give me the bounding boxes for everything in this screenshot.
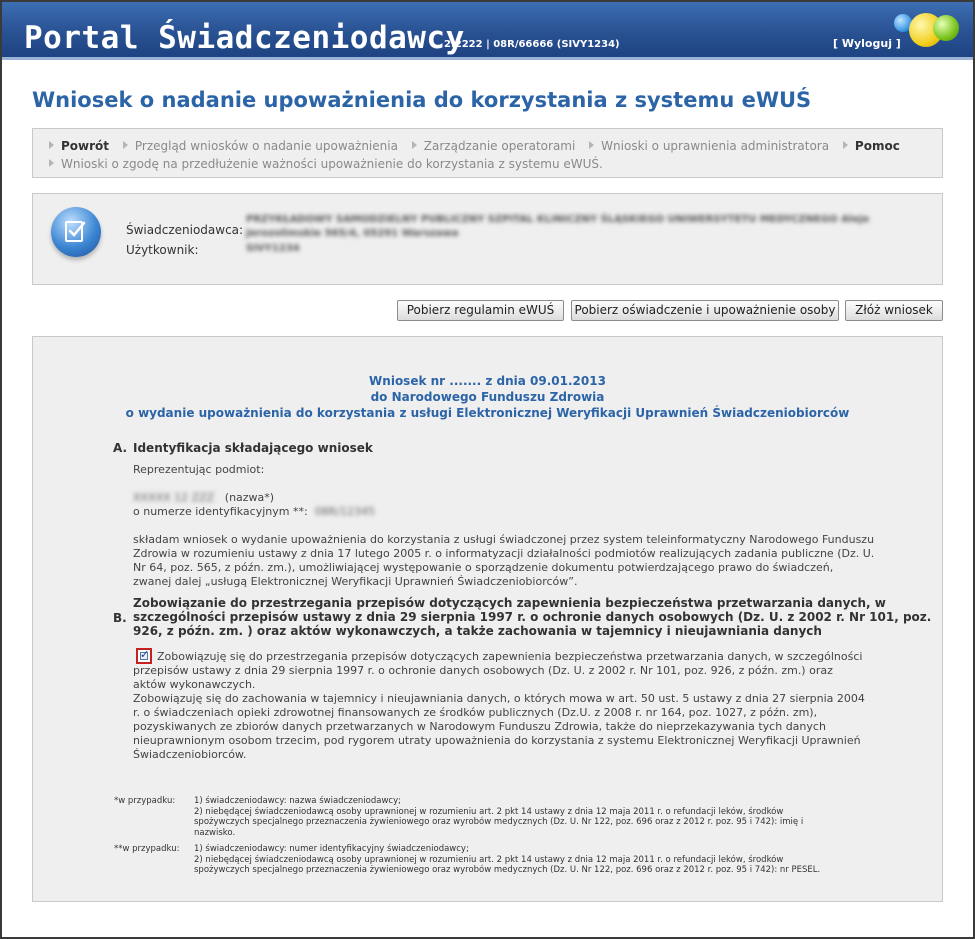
footnote-line: 1) świadczeniodawcy: numer identyfikacyjny świadczeniodawcy; [194, 844, 469, 854]
nav-link-admin-requests[interactable]: Wnioski o uprawnienia administratora [601, 139, 830, 153]
document-title-line-3: o wydanie upoważnienia do korzystania z usługi Elektronicznej Weryfikacji Uprawnień Świadczeniobiorców [125, 406, 850, 420]
provider-info-panel [32, 193, 943, 285]
section-b-body-line: przepisów ustawy z dnia 29 sierpnia 1997 r. o ochronie danych osobowych (Dz. U. z 2002 r. Nr 101, poz. 926, z późn. zm.) oraz [133, 664, 833, 677]
nav-link-help[interactable]: Pomoc [854, 139, 900, 153]
nav-link-extension-requests[interactable]: Wnioski o zgodę na przedłużenie ważności upoważnienie do korzystania z systemu eWUŚ. [61, 157, 603, 171]
download-statement-button[interactable]: Pobierz oświadczenie i upoważnienie osoby [571, 300, 839, 321]
navigation-panel [32, 128, 943, 178]
footnote-2-text [194, 844, 820, 876]
header-divider [2, 57, 973, 60]
section-b-title [133, 596, 931, 638]
commitment-checkbox-label: Zobowiązuję się do przestrzegania przepisów dotyczących zapewnienia bezpieczeństwa przetwarzania danych, w szczególności [157, 650, 863, 663]
section-b-title-line: szczególności przepisów ustawy z dnia 29 sierpnia 1997 r. o ochronie danych osobowych (Dz. U. z 2002 r. Nr 101, poz. [133, 610, 932, 624]
user-value: SIVY1234 [246, 243, 300, 254]
section-b-body [133, 664, 865, 762]
brand-balls-logo [890, 10, 970, 52]
footnote-1-label: *w przypadku: [114, 796, 176, 806]
document-check-icon [51, 207, 101, 257]
footnote-line: 2) niebędącej świadczeniodawcą osoby uprawnionej w rozumieniu art. 2 pkt 14 ustawy z dnia 12 maja 2011 r. o refundacji leków, środków [194, 854, 784, 865]
arrow-icon [412, 141, 417, 149]
section-a-body-line: Zdrowia w rozumieniu ustawy z dnia 17 lutego 2005 r. o informatyzacji działalności podmiotów realizujących zadania publiczne (Dz. U. [133, 547, 875, 560]
arrow-icon [49, 141, 54, 149]
footnote-line: nazwisko. [194, 827, 236, 838]
section-a-body-line: składam wniosek o wydanie upoważnienia do korzystania z usługi świadczonej przez system teleinformatyczny Narodowego Funduszu [133, 533, 875, 546]
section-b-body-line: aktów wykonawczych. [133, 678, 256, 691]
header-bar [2, 2, 973, 60]
provider-name-value: PRZYKŁADOWY SAMODZIELNY PUBLICZNY SZPITAL KLINICZNY ŚLĄSKIEGO UNIWERSYTETU MEDYCZNEGO Aleje [246, 214, 870, 225]
provider-label: Świadczeniodawca: [126, 223, 244, 237]
footnote-line: 1) świadczeniodawcy: nazwa świadczeniodawcy; [194, 796, 401, 806]
provider-address-value: Jerozolimskie 565/4, 05291 Warszawa [246, 228, 459, 239]
section-b-body-line: Zobowiązuję się do zachowania w tajemnicy i nieujawniania danych, o których mowa w art. 50 ust. 5 ustawy z dnia 27 sierpnia 2004 [133, 692, 865, 705]
footnote-line: spożywczych specjalnego przeznaczenia żywieniowego oraz wyrobów medycznych (Dz. U. Nr 122, poz. 696 oraz z 2012 r. poz. 95 i 742): nr PESEL. [194, 865, 821, 876]
footnote-line: spożywczych specjalnego przeznaczenia żywieniowego oraz wyrobów medycznych (Dz. U. Nr 122, poz. 696 oraz z 2012 r. poz. 95 i 742): imię i [194, 817, 804, 828]
application-document [32, 336, 943, 902]
section-a-title: Identyfikacja składającego wniosek [133, 441, 373, 455]
entity-name-suffix: (nazwa*) [224, 491, 275, 504]
document-title-line-1: Wniosek nr ....... z dnia 09.01.2013 [369, 374, 606, 388]
entity-id-prefix: o numerze identyfikacyjnym **: [133, 505, 308, 518]
version-info: 2.2222 | 08R/66666 (SIVY1234) [444, 39, 620, 50]
nav-link-applications-review[interactable]: Przegląd wniosków o nadanie upoważnienia [134, 139, 398, 153]
section-b-title-line: 926, z późn. zm. ) oraz aktów wykonawczych, a także zachowania w tajemnicy i nieujawniania danych [133, 624, 822, 638]
representing-label: Reprezentując podmiot: [133, 463, 265, 476]
footnote-1-text [194, 796, 803, 838]
entity-name-value: XXXXX 12 ZZZ [133, 491, 215, 504]
user-label: Użytkownik: [126, 243, 199, 257]
section-a-body [133, 533, 874, 589]
entity-id-row [133, 505, 375, 519]
entity-name-row [133, 491, 274, 505]
section-b-body-line: Świadczeniobiorców. [133, 748, 247, 761]
document-title-line-2: do Narodowego Funduszu Zdrowia [370, 390, 605, 404]
nav-row-2 [49, 157, 613, 171]
arrow-icon [123, 141, 128, 149]
green-ball-icon [933, 15, 959, 41]
portal-title: Portal Świadczeniodawcy [24, 20, 465, 56]
download-regulations-button[interactable]: Pobierz regulamin eWUŚ [397, 300, 564, 321]
checkmark-icon: ✓ [140, 648, 150, 661]
commitment-checkbox[interactable] [136, 648, 152, 664]
nav-link-operators[interactable]: Zarządzanie operatorami [423, 139, 576, 153]
section-a-body-line: zwanej dalej „usługą Elektronicznej Weryfikacji Uprawnień Świadczeniobiorców”. [133, 575, 578, 588]
logout-link[interactable]: [ Wyloguj ] [833, 37, 901, 50]
footnote-line: 2) niebędącej świadczeniodawcą osoby uprawnionej w rozumieniu art. 2 pkt 14 ustawy z dnia 12 maja 2011 r. o refundacji leków, środków [194, 806, 784, 817]
section-b-body-line: pozyskiwanych ze zbiorów danych przetwarzanych w Narodowym Funduszu Zdrowia, także do nieprzekazywania tych danych [133, 720, 826, 733]
arrow-icon [49, 159, 54, 167]
section-b-body-line: r. o świadczeniach opieki zdrowotnej finansowanych ze środków publicznych (Dz.U. z 2008 r. nr 164, poz. 1027, z późn. zm), [133, 706, 818, 719]
section-b-body-line: nieuprawnionym osobom trzecim, pod rygorem utraty upoważnienia do korzystania z systemu Elektronicznej Weryfikacji Uprawnień [133, 734, 861, 747]
footnote-2-label: **w przypadku: [114, 844, 180, 854]
arrow-icon [843, 141, 848, 149]
nav-link-back[interactable]: Powrót [61, 139, 110, 153]
arrow-icon [589, 141, 594, 149]
section-a-body-line: Nr 64, poz. 565, z późn. zm.), umożliwiającej występowanie o sporządzenie dokumentu potwierdzającego prawo do świadczeń, [133, 561, 834, 574]
nav-row-1 [49, 139, 910, 153]
entity-id-value: 08R/12345 [314, 505, 376, 518]
section-a-letter: A. [113, 441, 128, 455]
section-b-letter: B. [113, 611, 127, 625]
submit-application-button[interactable]: Złóż wniosek [845, 300, 943, 321]
page-title: Wniosek o nadanie upoważnienia do korzystania z systemu eWUŚ [32, 88, 812, 112]
section-b-title-line: Zobowiązanie do przestrzegania przepisów dotyczących zapewnienia bezpieczeństwa przetwarzania danych, w [133, 596, 886, 610]
